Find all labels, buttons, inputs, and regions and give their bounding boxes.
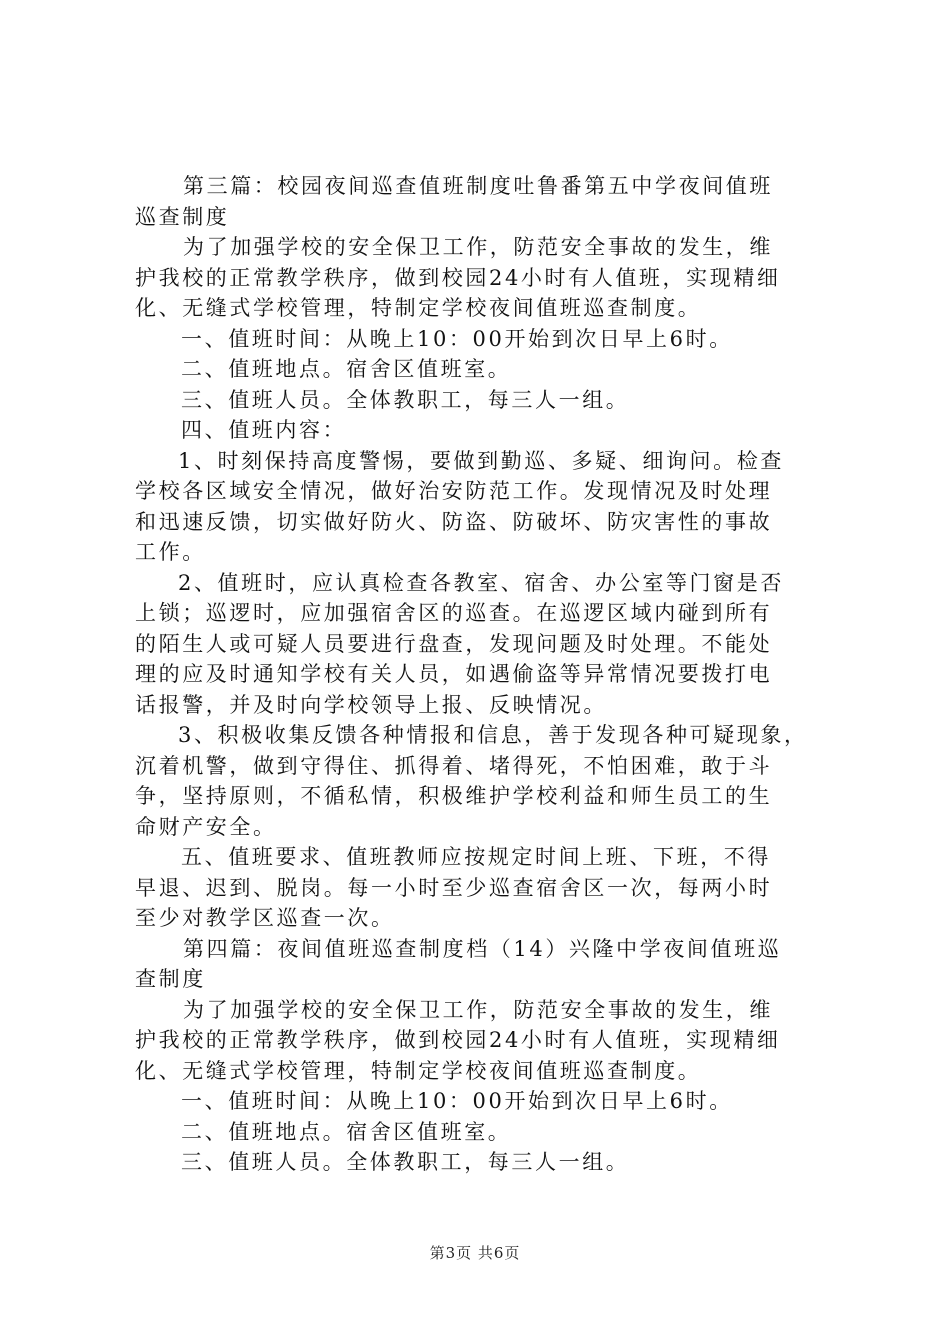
text-line: 2、值班时，应认真检查各教室、宿舍、办公室等门窗是否: [178, 570, 784, 595]
text-line: 话报警，并及时向学校领导上报、反映情况。: [135, 692, 607, 717]
text-line: 五、值班要求、值班教师应按规定时间上班、下班，不得: [181, 845, 771, 869]
text-line: 和迅速反馈，切实做好防火、防盗、防破坏、防灾害性的事故: [135, 509, 773, 534]
text-line: 三、值班人员。全体教职工，每三人一组。: [181, 1150, 630, 1174]
text-line: 四、值班内容：: [181, 418, 347, 442]
text-line: 化、无缝式学校管理，特制定学校夜间值班巡查制度。: [135, 296, 702, 320]
text-line: 学校各区域安全情况，做好治安防范工作。发现情况及时处理: [135, 479, 773, 503]
page-footer: 第3页 共6页: [429, 1244, 521, 1262]
text-line: 护我校的正常教学秩序，做到校园24小时有人值班，实现精细: [135, 1028, 781, 1052]
text-line: 至少对教学区巡查一次。: [135, 906, 395, 930]
text-line: 第四篇：夜间值班巡查制度档（14）兴隆中学夜间值班巡: [183, 936, 782, 961]
text-line: 命财产安全。: [135, 814, 277, 839]
text-line: 的陌生人或可疑人员要进行盘查，发现问题及时处理。不能处: [135, 631, 773, 656]
text-line: 争，坚持原则，不循私情，积极维护学校利益和师生员工的生: [135, 784, 773, 808]
document-body: [135, 171, 835, 1178]
text-line: 为了加强学校的安全保卫工作，防范安全事故的发生，维: [183, 997, 773, 1022]
text-line: 巡查制度: [135, 204, 230, 229]
text-line: 理的应及时通知学校有关人员，如遇偷盗等异常情况要拨打电: [135, 662, 773, 686]
text-line: 为了加强学校的安全保卫工作，防范安全事故的发生，维: [183, 235, 773, 259]
text-line: 一、值班时间：从晚上10：00开始到次日早上6时。: [181, 1089, 733, 1113]
text-line: 工作。: [135, 540, 206, 564]
text-line: 第三篇：校园夜间巡查值班制度吐鲁番第五中学夜间值班: [183, 174, 773, 198]
text-line: 1、时刻保持高度警惕，要做到勤巡、多疑、细询问。检查: [178, 448, 784, 473]
text-line: 一、值班时间：从晚上10：00开始到次日早上6时。: [181, 326, 733, 351]
text-line: 三、值班人员。全体教职工，每三人一组。: [181, 387, 630, 412]
text-line: 早退、迟到、脱岗。每一小时至少巡查宿舍区一次，每两小时: [135, 875, 773, 900]
text-line: 上锁；巡逻时，应加强宿舍区的巡查。在巡逻区域内碰到所有: [135, 601, 773, 625]
text-line: 查制度: [135, 967, 206, 991]
text-line: 二、值班地点。宿舍区值班室。: [181, 357, 512, 381]
text-line: 沉着机警，做到守得住、抓得着、堵得死，不怕困难，敢于斗: [135, 753, 773, 778]
text-line: 护我校的正常教学秩序，做到校园24小时有人值班，实现精细: [135, 265, 781, 290]
text-line: 化、无缝式学校管理，特制定学校夜间值班巡查制度。: [135, 1058, 702, 1083]
text-line: 3、积极收集反馈各种情报和信息，善于发现各种可疑现象，: [178, 723, 808, 747]
text-line: 二、值班地点。宿舍区值班室。: [181, 1119, 512, 1144]
